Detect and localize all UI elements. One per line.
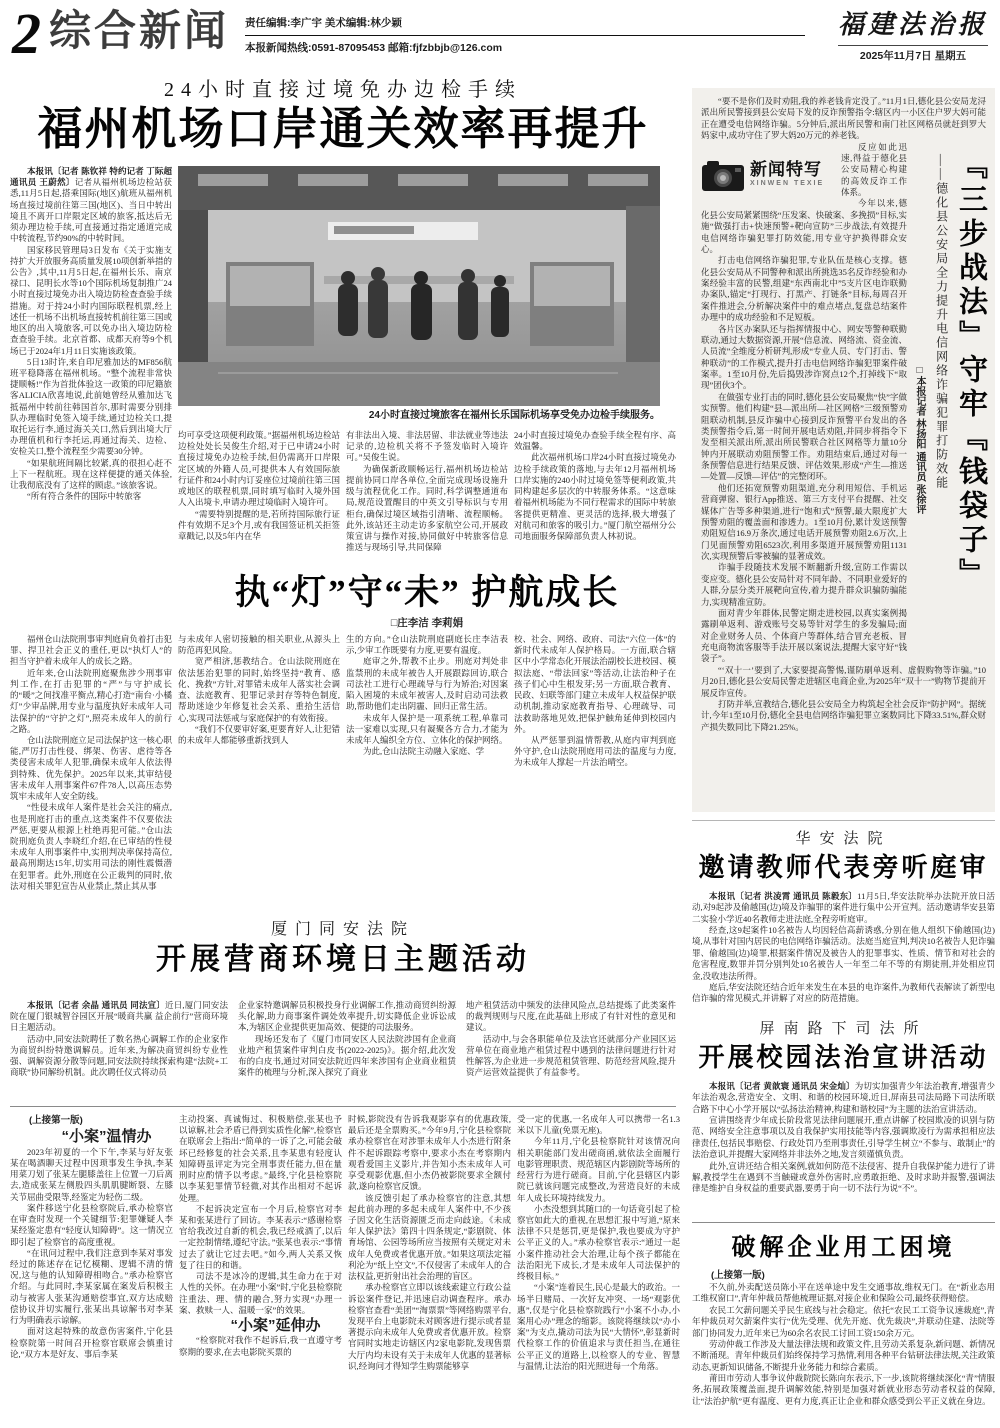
feature-logo-text <box>750 161 824 188</box>
article-pingnan <box>692 1022 995 1195</box>
divider-left-bottom <box>10 1106 676 1107</box>
editor-line: 责任编辑:李广宇 美术编辑:林少颖 <box>245 18 805 36</box>
article3-col3: 地产租赁活动中频发的法律风险点,总结提炼了此类案件的裁判规则与尺度,在此基础上形成了有针对性的意见和建议。 活动中,与会各职能单位及法官还就部分产业园区运营单位在商业地产租赁过程中遇到的法律问题进行针对性解答,为企业进一步规范租赁管理、防范经营风险,提升资产运营效益提供了有益参考。 <box>466 1000 676 1078</box>
feature-logo-subtitle: XINWEN TEXIE <box>750 180 825 188</box>
paper-date: 2025年11月7日 星期五 <box>838 45 988 62</box>
article1-col1: 本报讯〔记者 陈钦祥 特约记者 丁际超 通讯员 王蔚然〕记者从福州机场边检站获悉,11月5日起,搭乘国际(地区)航班从福州机场直接过境前往第三国(地区)、当日中转出境且不离开口岸限定区域的旅客,抵达后无须办理边检手续,可直接通过指定通道完成中转流程,节约90%的中转时间。 国家移民管理局3日发布《关于实施支持扩大开放服务高质量发展10项创新举措的公告》,其中,11月5日起,在福州长乐、南京禄口、昆明长水等10个国际机场复制推广24小时直接过境免办出入境边防检查查验手续措施。对于持24小时内国际联程机票,经上述任一机场不出机场直接转机前往第三国或地区的出入境旅客,可以免办出入境边防检查查验手续。北京首都、成都天府等9个机场已于2024年1月11日实施该政策。 5日13时许,来自印尼雅加达的MF856航班平稳降落在福州机场。“整个流程非常快捷顺畅!”作为首批体验这一政策的印尼籍旅客ALICIA欣喜地说,此前她曾经从雅加达飞抵福州中转前往韩国首尔,那时需要分别排队办理临时免签入境手续,通过边检关口,提取托运行李,通过海关关口,然后到出境大厅办理值机和行李托运,再通过海关、边检、安检关口,整个流程至少需要30分钟。 “如果航班间隔比较紧,真的很担心赶不上下一程航班。现在这样便捷的通关体验,让我彻底没有了这样的顾虑。”该旅客说。 “所有符合条件的国际中转旅客 <box>10 166 172 502</box>
article-labor <box>692 1234 995 1428</box>
feature-byline: □本报记者 林扬阳 通讯员 张徐评 <box>913 365 925 515</box>
feature-vertical-headline <box>913 150 986 650</box>
news-feature-logo <box>701 150 833 200</box>
feature-body: “要不是你们及时劝阻,我的养老钱肯定没了。”11月1日,德化县公安局龙浔派出所民警接到县公安局下发的反诈预警指令:辖区内一小区住户罗大妈可能正在遭受电信网络诈骗。5分钟后,派出所民警和南门社区网格员就赶到罗大妈家中,成功守住了罗大妈20万元的养老钱。 反应如此迅速,得益于德化县公安局精心构建的高效反诈工作体系。 今年以来,德化县公安局紧紧围绕“压发案、快破案、多挽损”目标,实施“做强打击+快速预警+靶向宣防”三步战法,有效提升电信网络诈骗犯罪打防效能,用专业守护换得群众安心。 打击电信网络诈骗犯罪,专业队伍是核心支撑。德化县公安局从不同警种和派出所挑选35名反诈经验和办案经验丰富的民警,组建“东西南北中”5支片区电诈联勤办案队,锚定“打现行、打黑产、打链条”目标,每周召开案件推进会,分析解决案件中的难点堵点,复盘总结案件办理中的成功经验和不足短板。 各片区办案队还与指挥情报中心、网安等警种联勤联动,通过大数据资源,开展“信息流、网络流、资金流、人员流”全维度分析研判,形成“专业人员、专门打击、警种联动”的工作模式,提升打击电信网络诈骗犯罪案件破案率。1至10月份,先后捣毁涉诈窝点12个,打掉线下“取现”团伙3个。 在做强专业打击的同时,德化县公安局聚焦“快”字做实预警。他们构建“县—派出所—社区网格”三级预警劝阻联动机制,县反诈骗中心接到反诈预警平台发出的各类预警指令后,第一时间开展电话劝阻,并同步将指令下发至相关派出所,派出所民警联合社区网格等力量10分钟内开展联动劝阻预警工作。劝阻结束后,通过对每一条预警信息进行结果反馈、评估效果,形成“产生—推送—处置—反馈—评估”的完整闭环。 他们还拓宽预警劝阻渠道,充分利用短信、手机运营商弹窗、银行App推送、第三方支付平台提醒、社交媒体广告等多种渠道,进行“饱和式”预警,最大限度扩大预警劝阻的覆盖面和渗透力。1至10月份,累计发送预警劝阻短信16.9万条次,通过电话开展预警劝阻2.6万次,上门见面预警劝阻6523次,利用多渠道开展预警劝阻1131次,实现预警后零被骗的显著成效。 诈骗手段随技术发展不断翻新升级,宣防工作需以变应变。德化县公安局针对不同年龄、不同职业爱好的人群,分层分类开展靶向宣传,着力提升群众识骗防骗能力,实现精准宣防。 面对青少年群体,民警定期走进校园,以真实案例揭露刷单返利、游戏账号交易等针对学生的多发骗局;面对企业财务人员、个体商户等群体,结合冒充老板、冒充电商物流客服等手法开展以案说法,提醒大家守好“钱袋子”。 “‘双十一’要到了,大家要提高警惕,谨防刷单返利、虚假购物等诈骗。”10月20日,德化县公安局民警走进辖区电商企业,为2025年“双十一”购物节提前开展反诈宣传。 打防并举,宣教结合,德化县公安局全力构筑起全社会反诈“防护网”。据统计,今年1至10月份,德化全县电信网络诈骗犯罪立案数同比下降33.51%,群众财产损失数同比下降21.25%。 <box>701 96 986 732</box>
divider-right-1 <box>692 820 995 821</box>
masthead-left <box>12 1 805 66</box>
article-huaan <box>692 832 995 1005</box>
pingnan-body: 本报讯〔记者 黄歆寰 通讯员 宋金灿〕为切实加强青少年法治教育,增强青少年法治观念,营造安全、文明、和谐的校园环境,近日,屏南县司法局路下司法所联合路下中心小学开展以“弘扬法治精神,构建和谐校园”为主题的法治宣讲活动。 宣讲围绕青少年成长阶段常见法律问题展开,重点讲解了校园欺凌的识别与防范、网络安全注意事项以及自我保护实用技能等内容,强调欺凌行为需承担相应法律责任,包括民事赔偿、行政处罚乃至刑事责任,引导学生树立“不参与、敢制止”的法治意识,并提醒大家网络并非法外之地,发言须谨慎负责。 此外,宣讲还结合相关案例,就如何防范不法侵害、提升自我保护能力进行了讲解,教授学生在遇到不当触碰或意外伤害时,应勇敢拒绝、及时求助并报警,强调法律是维护自身权益的重要武器,要勇于向一切不法行为说“不”。 <box>692 1080 995 1194</box>
article3-col1: 本报讯〔记者 余晶 通讯员 同法宣〕近日,厦门同安法院在厦门银城智谷园区开展“暖商共赢 益企前行”营商环境日主题活动。 活动中,同安法院聘任了数名热心调解工作的企业家作为商贸纠纷特邀调解员。近年来,为解决商贸纠纷专业性强、调解资源分散等问题,同安法院持续探索构建“法院+工商联”协同解纷机制。此次聘任仪式将动员 <box>10 1000 228 1078</box>
article3-headline: 开展营商环境日主题活动 <box>156 943 530 976</box>
huaan-header <box>692 832 995 883</box>
article2-col3: 生的方向。”仓山法院刑庭副庭长庄李洁表示,少审工作既要有力度,更要有温度。 庭审之外,帮教不止步。刑庭对判处非监禁刑的未成年被告人开展跟踪回访,联合司法社工进行心理疏导与行为矫治;对因案陷入困境的未成年被害人,及时启动司法救助,帮助他们走出阴霾、回归正常生活。 未成年人保护是一项系统工程,单靠司法一家难以实现,只有凝聚各方合力,才能为未成年人编织全方位、立体化的保护网络。 为此,仓山法院主动融入家庭、学 <box>346 634 508 757</box>
divider-right-2 <box>692 1222 995 1223</box>
strip-col4: 受一定的优惠,一名成年人可以携带一名1.3米以下儿童(免票无座)。 今年11月,宁化县检察院针对该情况向相关职能部门发出磋商函,就依法全面履行电影管理职责、规范辖区内影剧院等场所的经营行为进行磋商。目前,宁化县辖区内影院已就该问题完成整改,为营造良好的未成年人成长环境持续发力。 小杰没想到其随口的一句话竟引起了检察官如此大的重视,在思想汇报中写道,“原来法律不只是惩罚,更是保护,我也要成为守护公平正义的人。”承办检察官表示:“通过一起小案件推动社会大治理,让每个孩子都能在法治阳光下成长,才是未成年人司法保护的终极目标。” “小案”连着民生,民心是最大的政治。一场半日赌局、一次好友冲突、一场“观影优惠”,仅是宁化县检察院践行“小案不小办,小案用心办”理念的缩影。该院将继续以“办小案”为支点,撬动司法为民“大情怀”,彰显新时代检察工作的价值追求与责任担当,在通往公平正义的道路上,以检察人的专业、智慧与温情,让法治的阳光照进每一个角落。 <box>517 1114 680 1371</box>
feature-subtitle: ——德化县公安局全力提升电信网络诈骗犯罪打防效能 <box>934 154 949 490</box>
airport-photo-graphic <box>178 166 660 406</box>
article3-kicker: 厦门同安法院 <box>270 921 415 938</box>
article1-col4: 24小时直接过境免办查验手续全程有序、高效温馨。 此次福州机场口岸24小时直接过境免办边检手续政策的落地,与去年12月福州机场口岸实施的240小时过境免签等便利政策,共同构建起多层次的中转服务体系。“这意味着福州机场能为不同行程需求的国际中转旅客提供更精准、更灵活的选择,极大增强了对航司和旅客的吸引力。”厦门航空福州分公司地面服务保障部负责人林初说。 <box>514 430 676 541</box>
article1-col3: 有非法出入境、非法居留、非法就业等违法记录的,边检机关将不予签发临时入境许可。”吴俊生说。 为确保新政顺畅运行,福州机场边检站提前协同口岸各单位,全面完成现场设施升级与流程优化工作。同时,科学调整通道布局,规范设置醒目的中英文引导标识与专用柜台,确保过境区域指引清晰、流程顺畅。此外,该站还主动走访多家航空公司,开展政策宣讲与操作对接,协同做好中转旅客信息推送与现场引导,共同保障 <box>346 430 508 553</box>
article2-headline: 执“灯”守“未” 护航成长 <box>234 573 620 612</box>
masthead <box>12 1 988 66</box>
labor-body: (上接第一版) 不久前,外卖配送员陈小平在送单途中发生交通事故,维权无门。在“新业态用工维权窗口”,青年仲裁员帮他梳理证据,对接企业和保险公司,最终获得赔偿。 农民工欠薪问题关乎民生底线与社会稳定。依托“农民工工资争议速裁庭”,青年仲裁员对欠薪案件实行“优先受理、优先开庭、优先裁决”,并联动住建、法院等部门协同发力,近年来已为60余名农民工讨回工资150余万元。 劳动仲裁工作涉及大量法律法规和政策文件,且劳动关系复杂,新问题、新情况不断涌现。青年仲裁员们始终保持学习热情,利用各种平台钻研法律法规,关注政策动态,更新知识储备,不断提升业务能力和综合素质。 莆田市劳动人事争议仲裁院院长陈向东表示,下一步,该院将继续深化“青”情服务,拓展政策覆盖面,提升调解效能,特别是加强对新就业形态劳动者权益的保障,让“法治护航”更有温度、更有力度,真正让企业和群众感受到公平正义就在身边。 <box>692 1269 995 1406</box>
article1-headline: 福州机场口岸通关效率再提升 <box>37 103 649 154</box>
pingnan-headline: 开展校园法治宣讲活动 <box>698 1043 989 1072</box>
labor-continued-tag: (上接第一版) <box>711 1269 765 1281</box>
huaan-body: 本报讯〔记者 洪凌霄 通讯员 陈毅东〕11月5日,华安法院举办法院开放日活动,对9起涉及偷越国(边)境及诈骗罪的案件进行集中公开宣判。活动邀请华安县第二实验小学近40名教师走进法庭,全程旁听庭审。 经查,这9起案件10名被告人均因轻信高薪诱惑,分别在他人组织下偷越国(边)境,从事针对国内居民的电信网络诈骗活动。法庭当庭宣判,判决10名被告人犯诈骗罪、偷越国(边)境罪,根据案件情况及被告人的犯罪事实、性质、情节和对社会的危害程度,数罪并罚分别判处10名被告人一年至二年不等的有期徒刑,并处相应罚金,没收违法所得。 庭后,华安法院还结合近年来发生在本县的电诈案件,为教师代表解读了新型电信诈骗的常见模式,并讲解了对应的防范措施。 <box>692 890 996 1004</box>
page-number: 2 <box>12 1 41 66</box>
huaan-headline: 邀请教师代表旁听庭审 <box>698 853 989 882</box>
article3-header <box>10 922 676 978</box>
strip-col3: 时候,影院没有告诉我观影享有的优惠政策,最后还是全票购买。”今年9月,宁化县检察院承办检察官在对涉罪未成年人小杰进行附条件不起诉跟踪考察中,要求小杰在考察期内观看爱国主义影片,并告知小杰未成年人可享受观影优惠,但小杰仍被影院要求全额付款,遂向检察官反馈。 该反馈引起了承办检察官的注意,其想起此前办理的多起未成年人案件中,不少孩子因文化生活资源匮乏而走向歧途。《未成年人保护法》第四十四条规定,“影剧院、体育场馆、公园等场所应当按照有关规定对未成年人免费或者优惠开放。”如果这项法定福利沦为“纸上空文”,不仅侵害了未成年人的合法权益,更折射出社会治理的盲区。 承办检察官立即以该线索建立行政公益诉讼案件登记,并迅速启动调查程序。承办检察官查看“美团”“淘票票”等网络购票平台,发现平台上电影院未对顾客进行提示或者显著提示向未成年人免费或者优惠开放。检察官同时实地走访辖区内2家电影院,发现售票大厅内均未设有关于未成年人优惠的显著标识,经询问才得知学生购票能够享 <box>348 1114 511 1371</box>
strip-col2: 主动投案、真诚悔过、积极赔偿,张某也予以谅解,社会矛盾已得到实质性化解”,检察官在联席会上指出:“简单的一诉了之,可能会破坏已经修复的社会关系,且李某患有轻度认知障碍虽评定为完全刑事责任能力,但在量刑时应酌情予以考虑。”最终,宁化县检察院以李某犯罪情节轻微,对其作出相对不起诉处理。 不起诉决定宣布一个月后,检察官对李某和张某进行了回访。李某表示:“感谢检察官给我改过自新的机会,我已经戒酒了,以后一定控制情绪,遵纪守法。”张某也表示:“事情过去了就让它过去吧。”如今,两人关系又恢复了往日的和谐。 司法不是冰冷的逻辑,其生命力在于对人性的关怀。在办理“小案”时,宁化县检察院注重法、理、情的融合,努力实现“办理一案、救赎一人、温暖一家”的效果。 “小案”延伸办 “检察院对我作不起诉后,我一直遵守考察期的要求,在去电影院买票的 <box>179 1114 342 1357</box>
section-title: 综合新闻 <box>49 9 230 55</box>
camera-icon <box>701 158 745 192</box>
pingnan-lead: 本报讯〔记者 黄歆寰 通讯员 宋金灿〕为切实加强青少年法治教育,增强青少年法治观念,营造安全、文明、和谐的校园环境,近日,屏南县司法局路下司法所联合路下中心小学开展以“弘扬法治精神,构建和谐校园”为主题的法治宣讲活动。 <box>692 1080 995 1114</box>
article3-lead: 本报讯〔记者 余晶 通讯员 同法宣〕近日,厦门同安法院在厦门银城智谷园区开展“暖商共赢 益企前行”营商环境日主题活动。 <box>10 1000 228 1033</box>
strip-col1: (上接第一版) “小案”温情办 2023年初夏的一个下午,李某与好友张某在喝酒聊天过程中因琐事发生争执,李某用菜刀划了张某左腿膝盖往上位置一刀后离去,造成张某左侧股四头肌肌腱断裂、左膝关节屈曲受限等,经鉴定为轻伤二级。 案件移送宁化县检察院后,承办检察官在审查时发现一个关键细节:犯罪嫌疑人李某经鉴定患有“轻度认知障碍”。这一情况立即引起了检察官的高度重视。 “在讯问过程中,我们注意到李某对事发经过的陈述存在记忆模糊、逻辑不清的情况,这与他的认知障碍相吻合。”承办检察官介绍。与此同时,李某家属在案发后积极主动与被害人张某沟通赔偿事宜,双方达成赔偿协议并切实履行,张某出具谅解书对李某行为明确表示谅解。 面对这起特殊的故意伤害案件,宁化县检察院第一时间召开检察官联席会慎重讨论,“双方本是好友、事后李某 <box>10 1115 173 1359</box>
hotline-line: 本报新闻热线:0591-87095453 邮箱:fjfzbbjb@126.com <box>245 41 503 54</box>
strip-subhead-1: “小案”温情办 <box>61 1128 152 1146</box>
pingnan-header <box>692 1022 995 1073</box>
article1-kicker: 24小时直接过境免办边检手续 <box>164 79 522 101</box>
article2-col4: 校、社会、网络、政府、司法“六位一体”的新时代未成年人保护格局。一方面,联合辖区中小学常态化开展法治副校长进校园、模拟法庭、“带法回家”等活动,让法治种子在孩子们心中生根发芽;另一方面,联合教育、民政、妇联等部门建立未成年人权益保护联动机制,推动家庭教育指导、心理疏导、司法救助落地见效,把保护触角延伸到校园内外。 从严惩罪到温情帮教,从庭内审判到庭外守护,仓山法院刑庭用司法的温度与力度,为未成年人撑起一片法治晴空。 <box>514 634 676 768</box>
strip-subhead-2: “小案”延伸办 <box>230 1316 321 1334</box>
editor-box <box>245 6 805 53</box>
labor-headline: 破解企业用工困境 <box>731 1235 956 1261</box>
article3-col2: 企业家特邀调解员积极投身行业调解工作,推动商贸纠纷源头化解,助力商事案件调处效率提升,切实降低企业诉讼成本,为辖区企业提供更加高效、便捷的司法服务。 现场还发布了《厦门市同安区人民法院涉国有企业商业地产租赁案件审判白皮书(2022-2025)》。据介绍,此次发布的白皮书,通过对同安法院近四年来涉国有企业商业租赁案件的梳理与分析,深入探究了商业 <box>238 1000 456 1078</box>
article2-byline: □庄李洁 李莉娟 <box>390 616 464 629</box>
article1-col2: 均可享受这项便利政策。”据福州机场边检站边检处处长吴俊生介绍,对于已申请24小时直接过境免办边检手续,但仍需离开口岸限定区域的外籍人员,可提供本人有效国际旅行证件和24小时内订妥座位过境前往第三国或地区的联程机票,同时填写临时入境外国人入出境卡,申请办理过境临时入境许可。 “需要特别提醒的是,若所持国际旅行证件有效期不足3个月,或有我国签证机关拒签章戳记,以及5年内在华 <box>178 430 340 541</box>
huaan-lead: 本报讯〔记者 洪凌霄 通讯员 陈毅东〕11月5日,华安法院举办法院开放日活动,对9起涉及偷越国(边)境及诈骗罪的案件进行集中公开宣判。活动邀请华安县第二实验小学近40名教师走进法庭,全程旁听庭审。 <box>692 890 996 924</box>
article2-col2: 与未成年人密切接触的相关职业,从源头上防范再犯风险。 宽严相济,惩教结合。仓山法院刑庭在依法惩治犯罪的同时,始终坚持“教育、感化、挽救”方针,对罪错未成年人落实社会调查、法庭教育、犯罪记录封存等特色制度,帮助迷途少年修复社会关系、重拾生活信心,实现司法惩戒与家庭保护的有效衔接。 “我们不仅要审好案,更要育好人,让犯错的未成年人都能够重新找到人 <box>178 634 340 745</box>
huaan-kicker: 华安法院 <box>795 831 892 847</box>
feature-panel <box>692 88 995 812</box>
photo-caption: 24小时直接过境旅客在福州长乐国际机场享受免办边检手续服务。 <box>368 410 660 421</box>
continued-tag: (上接第一版) <box>29 1115 83 1126</box>
feature-title: 『三步战法』守牢『钱袋子』 <box>955 150 987 592</box>
pingnan-kicker: 屏南路下司法所 <box>759 1021 928 1037</box>
masthead-right <box>838 6 988 66</box>
airport-photo <box>178 166 660 406</box>
article2-header <box>178 574 676 628</box>
article1-lead: 本报讯〔记者 陈钦祥 特约记者 丁际超 通讯员 王蔚然〕记者从福州机场边检站获悉,11月5日起,搭乘国际(地区)航班从福州机场直接过境前往第三国(地区)、当日中转出境且不离开口岸限定区域的旅客,抵达后无须办理边检手续,可直接通过指定通道完成中转流程,节约90%的中转时间。 <box>10 166 172 244</box>
article2-col1: 福州仓山法院刑事审判庭肩负着打击犯罪、捍卫社会正义的重任,更以“执灯人”的担当守护着未成年人的成长之路。 近年来,仓山法院刑庭聚焦涉少刑事审判工作,在打击犯罪的“严”与守护成长的“暖”之间找准平衡点,精心打造“南台·小橘灯”少审品牌,用专业与温度执好未成年人司法保护的“守护之灯”,照亮未成年人的前行之路。 仓山法院刑庭立足司法保护这一核心职能,严厉打击性侵、绑架、伤害、虐待等各类侵害未成年人犯罪,确保未成年人依法得到特殊、优先保护。2025年以来,其审结侵害未成年人刑事案件67件78人,以高压态势筑牢未成年人安全防线。 “性侵未成年人案件是社会关注的痛点,也是刑庭打击的重点,这类案件不仅要依法严惩,更要从根源上杜绝再犯可能。”仓山法院刑庭负责人李晓红介绍,在已审结的性侵未成年人刑事案件中,实刑判决率保持高位,最高刑期达15年,切实用司法的刚性震慑潜在犯罪者。此外,刑庭在公正裁判的同时,依法对相关罪犯宣告从业禁止,禁止其从事 <box>10 634 172 891</box>
feature-logo-title: 新闻特写 <box>750 160 822 180</box>
paper-name-logo: 福建法治报 <box>837 10 988 39</box>
